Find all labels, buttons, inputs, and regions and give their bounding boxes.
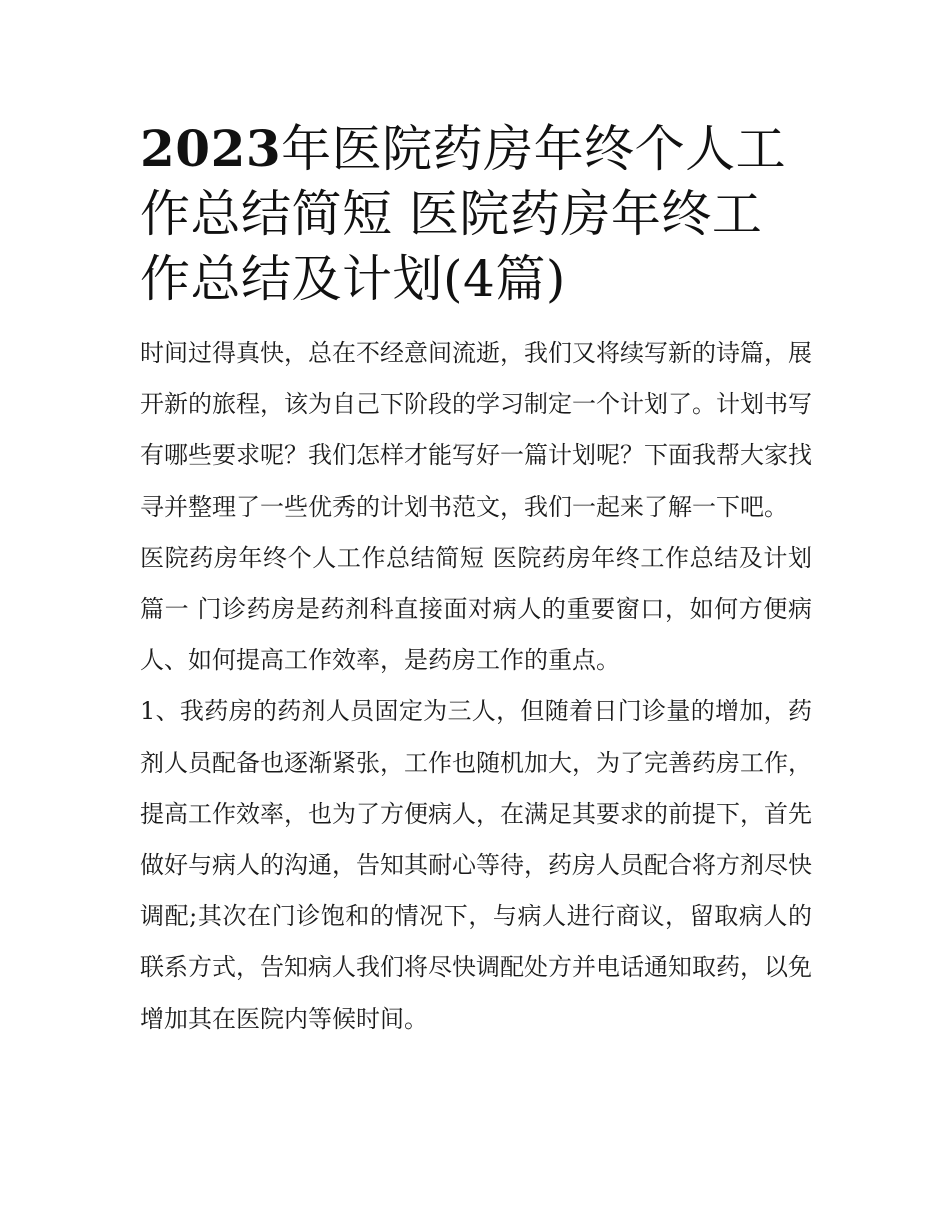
intro-paragraph: 时间过得真快，总在不经意间流逝，我们又将续写新的诗篇，展开新的旅程，该为自己下阶段的学习制定一个计划了。计划书写有哪些要求呢？我们怎样才能写好一篇计划呢？下面我帮大家找寻并整理了一些优秀的计划书范文，我们一起来了解一下吧。: [140, 339, 812, 521]
title-text: 年医院药房年终个人工作总结简短 医院药房年终工作总结及计划(4篇): [140, 120, 787, 308]
document-body: [140, 328, 812, 1045]
document-content: [140, 116, 812, 1045]
item-1-paragraph: 1、我药房的药剂人员固定为三人，但随着日门诊量的增加，药剂人员配备也逐渐紧张，工作也随机加大，为了完善药房工作，提高工作效率，也为了方便病人，在满足其要求的前提下，首先做好与病人的沟通，告知其耐心等待，药房人员配合将方剂尽快调配;其次在门诊饱和的情况下，与病人进行商议，留取病人的联系方式，告知病人我们将尽快调配处方并电话通知取药，以免增加其在医院内等候时间。: [140, 697, 812, 1033]
section-heading-paragraph: 医院药房年终个人工作总结简短 医院药房年终工作总结及计划篇一 门诊药房是药剂科直接面对病人的重要窗口，如何方便病人、如何提高工作效率，是药房工作的重点。: [140, 543, 812, 675]
title-year: 2023: [140, 119, 282, 178]
document-title: [140, 116, 812, 312]
